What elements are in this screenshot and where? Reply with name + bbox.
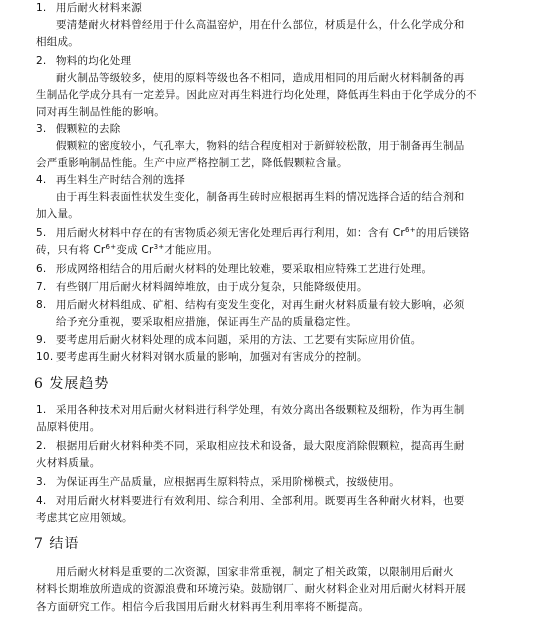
line-text: 用后耐火材料是重要的二次资源，国家非常重视，制定了相关政策，以限制用后耐火 (56, 566, 454, 578)
section-heading: 7 结语 (34, 536, 80, 552)
item-heading: 用后耐火材料来源 (56, 2, 142, 14)
item-number: 10. (36, 351, 54, 363)
line-text: 相组成。 (36, 36, 79, 48)
item-number: 1. (36, 2, 47, 14)
line-text: 考虑其它应用领域。 (36, 512, 133, 524)
line-text: 材料长期堆放所造成的资源浪费和环境污染。鼓励钢厂、耐火材料企业对用后耐火材料开展 (36, 583, 466, 595)
item-number: 8. (36, 299, 47, 311)
item-heading: 再生料生产时结合剂的选择 (56, 174, 185, 186)
line-text: 同对再生制品性能的影响。 (36, 106, 165, 118)
item-text: 用后耐火材料中存在的有害物质必须无害化处理后再行利用，如：含有 $Cr^{6+}$的用后镁铬 (56, 226, 470, 239)
item-text: 要考虑用后耐火材料处理的成本问题，采用的方法、工艺要有实际应用价值。 (56, 334, 422, 346)
line-text: 各方面研究工作。相信今后我国用后耐火材料再生利用率将不断提高。 (36, 601, 370, 613)
item-number: 7. (36, 281, 47, 293)
item-number: 5. (36, 227, 47, 239)
item-number: 9. (36, 334, 47, 346)
line-text: 耐火制品等级较多，使用的原料等级也各不相同，造成用相同的用后耐火材料制备的再 (56, 72, 465, 84)
line-text: 由于再生料表面性状发生变化，制备再生砖时应根据再生料的情况选择合适的结合剂和 (56, 191, 465, 203)
item-text: 采用各种技术对用后耐火材料进行科学处理，有效分离出各级颗粒及细粉，作为再生制 (56, 404, 465, 416)
item-heading: 物料的均化处理 (56, 55, 132, 67)
line-text: 生制品化学成分具有一定差异。因此应对再生料进行均化处理，降低再生料由于化学成分的不 (36, 89, 477, 101)
line-text: 给予充分重视，要采取相应措施，保证再生产品的质量稳定性。 (56, 316, 357, 328)
item-text: 用后耐火材料组成、矿相、结构有变发生变化，对再生耐火材料质量有较大影响，必须 (56, 299, 465, 311)
line-text: 加入量。 (36, 208, 79, 220)
item-text: 对用后耐火材料要进行有效利用、综合利用、全部利用。既要再生各种耐火材料，也要 (56, 495, 465, 507)
item-heading: 假颗粒的去除 (56, 123, 121, 135)
item-text: 要考虑再生耐火材料对钢水质量的影响，加强对有害成分的控制。 (56, 351, 368, 363)
item-text: 形成网络相结合的用后耐火材料的处理比较难，要采取相应特殊工艺进行处理。 (56, 263, 433, 275)
item-number: 4. (36, 495, 47, 507)
line-text: 会严重影响制品性能。生产中应严格控制工艺，降低假颗粒含量。 (36, 157, 348, 169)
item-text: 为保证再生产品质量，应根据再生原料特点，采用阶梯模式，按级使用。 (56, 476, 400, 488)
item-number: 1. (36, 404, 47, 416)
item-number: 3. (36, 123, 47, 135)
item-number: 4. (36, 174, 47, 186)
line-text: 要清楚耐火材料曾经用于什么高温窑炉，用在什么部位，材质是什么，什么化学成分和 (56, 19, 465, 31)
item-number: 2. (36, 440, 47, 452)
line-text: 砖，只有将 $Cr^{6+}$变成 $Cr^{3+}$才能应用。 (36, 243, 219, 256)
item-text: 根据用后耐火材料种类不同，采取相应技术和设备，最大限度消除假颗粒，提高再生耐 (56, 440, 465, 452)
line-text: 假颗粒的密度较小，气孔率大，物料的结合程度相对于新鲜较松散，用于制备再生制品 (56, 140, 465, 152)
item-number: 2. (36, 55, 47, 67)
section-heading: 6 发展趋势 (34, 376, 110, 392)
item-number: 3. (36, 476, 47, 488)
line-text: 火材料质量。 (36, 457, 101, 469)
item-text: 有些钢厂用后耐火材料阔绰堆放，由于成分复杂，只能降级使用。 (56, 281, 368, 293)
line-text: 品原料使用。 (36, 421, 101, 433)
item-number: 6. (36, 263, 47, 275)
